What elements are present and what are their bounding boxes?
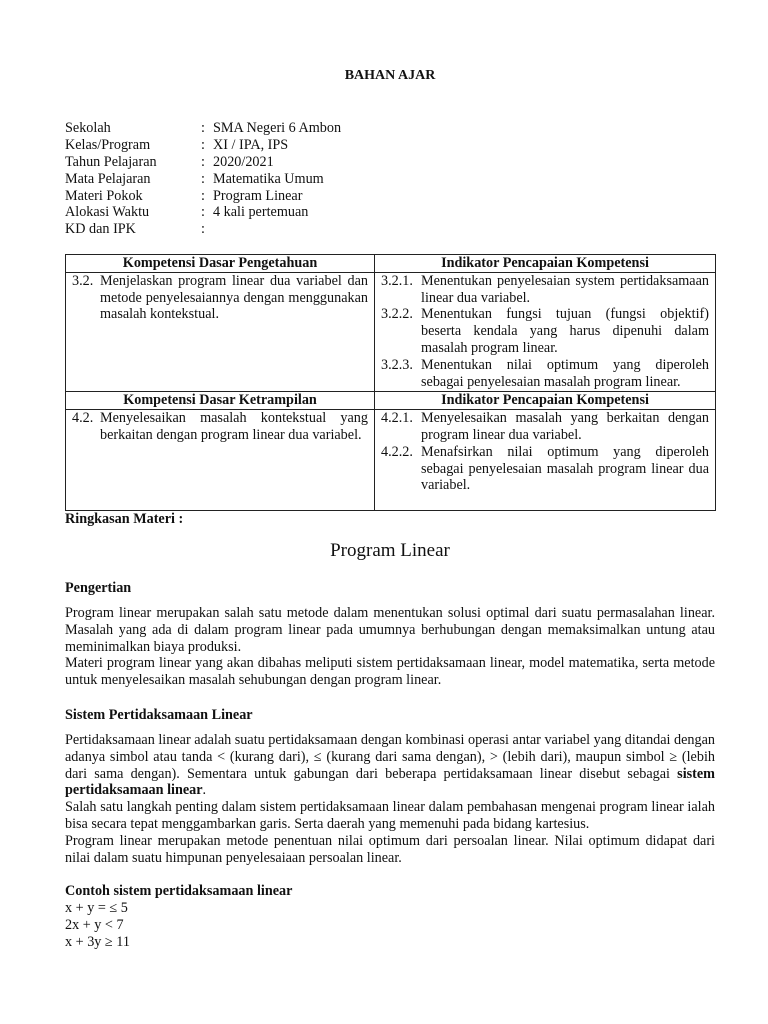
kd-item (72, 410, 368, 444)
info-row-kd-ipk (65, 221, 715, 238)
table-header-cell: Indikator Pencapaian Kompetensi (375, 392, 716, 410)
ipk-text: Menentukan fungsi tujuan (fungsi objektif) beserta kendala yang harus dipenuhi dalam masalah program linear. (421, 306, 709, 356)
table-cell-ipk (375, 410, 716, 511)
ipk-number: 3.2.2. (381, 306, 413, 323)
paragraph (65, 732, 715, 799)
info-value: 4 kali pertemuan (213, 204, 309, 221)
info-row-sekolah (65, 120, 715, 137)
info-colon: : (201, 153, 205, 170)
info-block (65, 120, 715, 238)
info-colon: : (201, 136, 205, 153)
pengertian-body (65, 605, 715, 689)
info-value: 2020/2021 (213, 153, 274, 170)
kd-number: 3.2. (72, 272, 94, 289)
ipk-number: 3.2.1. (381, 272, 413, 289)
kd-ipk-table (65, 254, 716, 511)
info-key: Mata Pelajaran (65, 170, 151, 187)
info-row-kelas (65, 137, 715, 154)
info-key: Alokasi Waktu (65, 204, 150, 221)
table-row (66, 272, 716, 392)
sistem-body (65, 732, 715, 866)
paragraph: Salah satu langkah penting dalam sistem pertidaksamaan linear dalam pembahasan mengenai program linear ialah bisa secara tepat menggambarkan garis. Serta daerah yang memenuhi pada bidang kartesius. (65, 799, 715, 832)
info-key: Tahun Pelajaran (65, 153, 157, 170)
paragraph: Program linear merupakan salah satu metode dalam menentukan solusi optimal dari suatu permasalahan linear. Masalah yang ada di dalam program linear pada umumnya berhubungan dengan memaksimalkan untung atau meminimalkan biaya produksi. (65, 605, 715, 655)
info-colon: : (201, 187, 205, 204)
pengertian-heading: Pengertian (65, 580, 132, 596)
paragraph-end: . (202, 782, 207, 799)
ipk-text: Menentukan penyelesaian system pertidaksamaan linear dua variabel. (421, 272, 709, 306)
info-value: SMA Negeri 6 Ambon (213, 120, 342, 136)
kd-text: Menyelesaikan masalah kontekstual yang berkaitan dengan program linear dua variabel. (100, 410, 368, 443)
info-row-alokasi (65, 204, 715, 221)
info-key: Kelas/Program (65, 136, 151, 153)
ipk-item (381, 444, 709, 494)
info-value: XI / IPA, IPS (213, 136, 289, 153)
kd-item (72, 273, 368, 323)
ipk-number: 4.2.2. (381, 443, 413, 460)
info-key: Sekolah (65, 120, 111, 136)
ipk-number: 3.2.3. (381, 356, 413, 373)
kd-text: Menjelaskan program linear dua variabel dan metode penyelesaiannya dengan menggunakan masalah kontekstual. (100, 272, 368, 323)
summary-heading: Ringkasan Materi : (65, 511, 184, 527)
ipk-item (381, 306, 709, 356)
ipk-number: 4.2.1. (381, 410, 413, 427)
ipk-item (381, 410, 709, 444)
inequality-line: x + 3y ≥ 11 (65, 933, 130, 950)
table-header-cell: Kompetensi Dasar Pengetahuan (66, 255, 375, 273)
table-header-row (66, 392, 716, 410)
contoh-heading: Contoh sistem pertidaksamaan linear (65, 883, 293, 899)
table-cell-kd (66, 410, 375, 511)
ipk-text: Menentukan nilai optimum yang diperoleh sebagai penyelesaian masalah program linear. (421, 356, 709, 390)
ipk-item (381, 357, 709, 391)
info-colon: : (201, 221, 205, 238)
document-title: BAHAN AJAR (344, 68, 436, 83)
info-row-materi (65, 188, 715, 205)
table-cell-kd (66, 272, 375, 392)
info-value: Program Linear (213, 187, 303, 204)
ipk-text: Menyelesaikan masalah yang berkaitan dengan program linear dua variabel. (421, 410, 709, 443)
paragraph: Program linear merupakan metode penentuan nilai optimum dari persoalan linear. Nilai optimum didapat dari nilai dalam suatu himpunan penyelesaiaan persoalan linear. (65, 832, 715, 866)
bold-term: sistem pertidaksamaan linear (65, 765, 715, 799)
summary-title: Program Linear (330, 540, 450, 561)
sistem-heading: Sistem Pertidaksamaan Linear (65, 707, 253, 723)
kd-number: 4.2. (72, 410, 94, 427)
info-key: Materi Pokok (65, 187, 143, 204)
info-colon: : (201, 120, 205, 136)
inequality-line: 2x + y < 7 (65, 916, 124, 933)
info-value (213, 221, 715, 238)
info-colon: : (201, 170, 205, 187)
table-header-row (66, 255, 716, 273)
info-colon: : (201, 204, 205, 221)
ipk-item (381, 273, 709, 307)
paragraph: Materi program linear yang akan dibahas meliputi sistem pertidaksamaan linear, model matematika, serta metode untuk menyelesaikan masalah sehubungan dengan program linear. (65, 655, 715, 689)
contoh-list (65, 900, 715, 950)
ipk-text: Menafsirkan nilai optimum yang diperoleh sebagai penyelesaian masalah program linear dua variabel. (421, 443, 709, 494)
info-value: Matematika Umum (213, 170, 324, 187)
table-row (66, 410, 716, 511)
info-key: KD dan IPK (65, 221, 136, 238)
table-cell-ipk (375, 272, 716, 392)
info-row-mapel (65, 171, 715, 188)
info-row-tahun (65, 154, 715, 171)
document-page (65, 0, 715, 1024)
paragraph-text: Pertidaksamaan linear adalah suatu pertidaksamaan dengan kombinasi operasi antar variabel yang ditandai dengan adanya simbol atau tanda < (kurang dari), ≤ (kurang dari sama dengan), > (lebih dari), maupun simbol ≥ (lebih dari sama dengan). Sementara untuk gabungan dari beberapa pertidaksamaan linear disebut sebagai (65, 732, 716, 782)
table-header-cell: Indikator Pencapaian Kompetensi (375, 255, 716, 273)
table-header-cell: Kompetensi Dasar Ketrampilan (66, 392, 375, 410)
inequality-line: x + y = ≤ 5 (65, 900, 128, 916)
